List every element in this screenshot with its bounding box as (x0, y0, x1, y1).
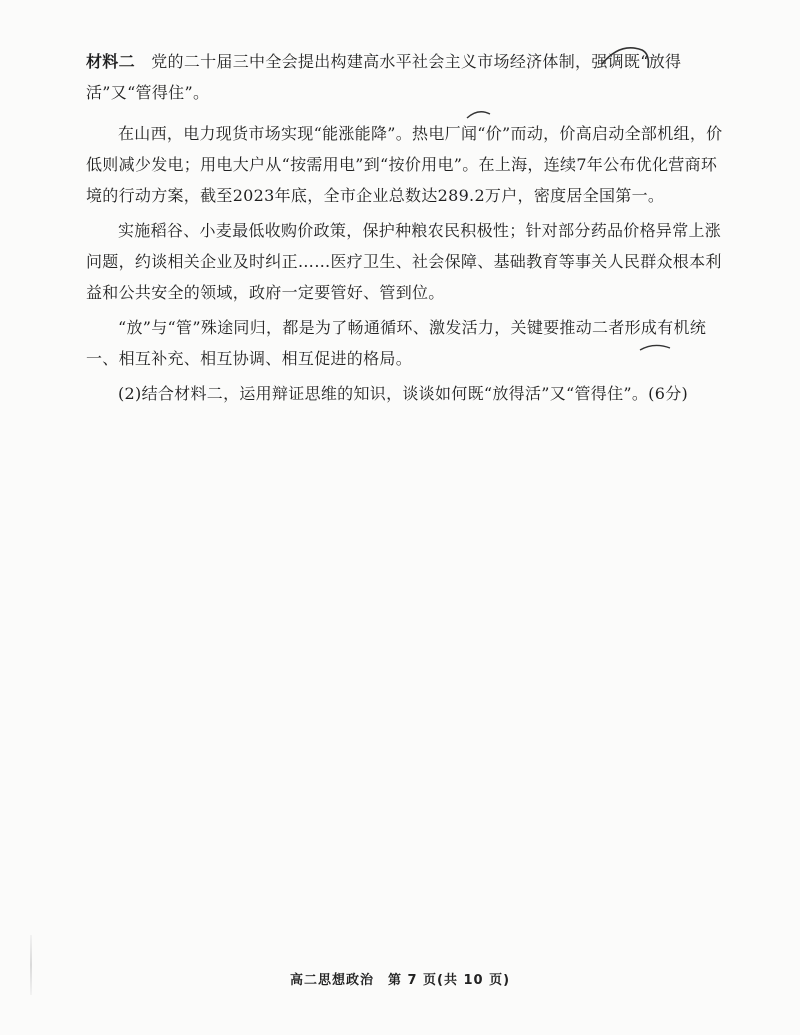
page-footer: 高二思想政治 第 7 页(共 10 页) (289, 973, 511, 988)
material-paragraph-2: 在山西，电力现货市场实现“能涨能降”。热电厂闻“价”而动，价高启动全部机组，价低则减少发电；用电大户从“按需用电”到“按价用电”。在上海，连续7年公布优化营商环境的行动方案，截至2023年底，全市企业总数达289.2万户，密度居全国第一。 (86, 124, 723, 205)
question-2: (2)结合材料二，运用辩证思维的知识，谈谈如何既“放得活”又“管得住”。(6分) (118, 384, 689, 403)
material-section (86, 46, 726, 413)
material-intro (86, 46, 726, 108)
material-intro-text: 党的二十届三中全会提出构建高水平社会主义市场经济体制，强调既“放得活”又“管得住”。 (86, 52, 682, 102)
material-paragraph-3: 实施稻谷、小麦最低收购价政策，保护种粮农民积极性；针对部分药品价格异常上涨问题，约谈相关企业及时纠正……医疗卫生、社会保障、基础教育等事关人民群众根本利益和公共安全的领域，政府一定要管好、管到位。 (86, 221, 722, 302)
material-label: 材料二 (86, 52, 135, 71)
material-paragraph-4: “放”与“管”殊途同归，都是为了畅通循环、激发活力，关键要推动二者形成有机统一、相互补充、相互协调、相互促进的格局。 (86, 318, 707, 368)
